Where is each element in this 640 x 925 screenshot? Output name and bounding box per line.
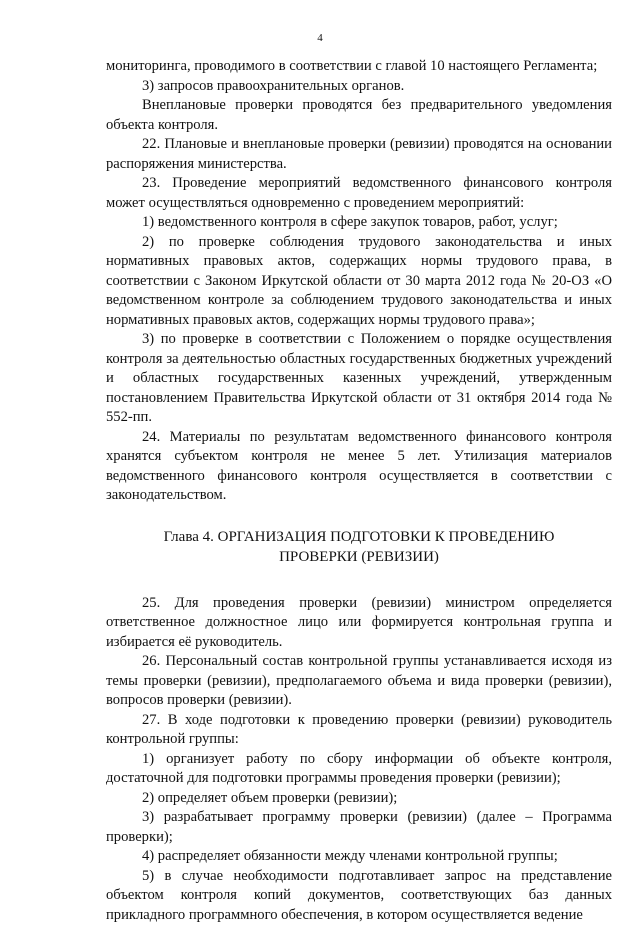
- chapter-heading-line-1: Глава 4. ОРГАНИЗАЦИЯ ПОДГОТОВКИ К ПРОВЕДЕНИЮ: [106, 527, 612, 547]
- paragraph: 5) в случае необходимости подготавливает запрос на представление объектом контроля копий документов, соответствующих баз данных прикладного программного обеспечения, в котором осуществляется ведение: [106, 867, 612, 925]
- page-number: 4: [0, 31, 640, 45]
- paragraph: 1) организует работу по сбору информации об объекте контроля, достаточной для подготовки программы проведения проверки (ревизии);: [106, 750, 612, 789]
- paragraphs-before-chapter: [106, 57, 612, 506]
- paragraph: 23. Проведение мероприятий ведомственного финансового контроля может осуществляться одновременно с проведением мероприятий:: [106, 174, 612, 213]
- chapter-heading-line-2: ПРОВЕРКИ (РЕВИЗИИ): [106, 547, 612, 567]
- paragraph: 2) по проверке соблюдения трудового законодательства и иных нормативных правовых актов, содержащих нормы трудового права, в соответствии с Законом Иркутской области от 30 марта 2012 года № 20-ОЗ «О ведомственном контроле за соблюдением трудового законодательства и иных нормативных правовых актов, содержащих нормы трудового права»;: [106, 233, 612, 331]
- paragraph: Внеплановые проверки проводятся без предварительного уведомления объекта контроля.: [106, 96, 612, 135]
- paragraph: 3) запросов правоохранительных органов.: [106, 77, 612, 97]
- paragraph: 25. Для проведения проверки (ревизии) министром определяется ответственное должностное лицо или формируется контрольная группа и избирается её руководитель.: [106, 594, 612, 653]
- paragraph: 26. Персональный состав контрольной группы устанавливается исходя из темы проверки (ревизии), предполагаемого объема и вида проверки (ревизии), вопросов проверки (ревизии).: [106, 652, 612, 711]
- paragraph: 4) распределяет обязанности между членами контрольной группы;: [106, 847, 612, 867]
- paragraph: 24. Материалы по результатам ведомственного финансового контроля хранятся субъектом контроля не менее 5 лет. Утилизация материалов ведомственного финансового контроля осуществляется в соответствии с законодательством.: [106, 428, 612, 506]
- paragraph: 2) определяет объем проверки (ревизии);: [106, 789, 612, 809]
- chapter-heading: [106, 527, 612, 567]
- paragraphs-after-chapter: [106, 594, 612, 925]
- document-body: [106, 57, 612, 925]
- paragraph: мониторинга, проводимого в соответствии с главой 10 настоящего Регламента;: [106, 57, 612, 77]
- paragraph: 22. Плановые и внеплановые проверки (ревизии) проводятся на основании распоряжения министерства.: [106, 135, 612, 174]
- paragraph: 3) по проверке в соответствии с Положением о порядке осуществления контроля за деятельностью областных государственных бюджетных учреждений и областных государственных казенных учреждений, утвержденным постановлением Правительства Иркутской области от 31 октября 2014 года № 552-пп.: [106, 330, 612, 428]
- paragraph: 27. В ходе подготовки к проведению проверки (ревизии) руководитель контрольной группы:: [106, 711, 612, 750]
- paragraph: 3) разрабатывает программу проверки (ревизии) (далее – Программа проверки);: [106, 808, 612, 847]
- paragraph: 1) ведомственного контроля в сфере закупок товаров, работ, услуг;: [106, 213, 612, 233]
